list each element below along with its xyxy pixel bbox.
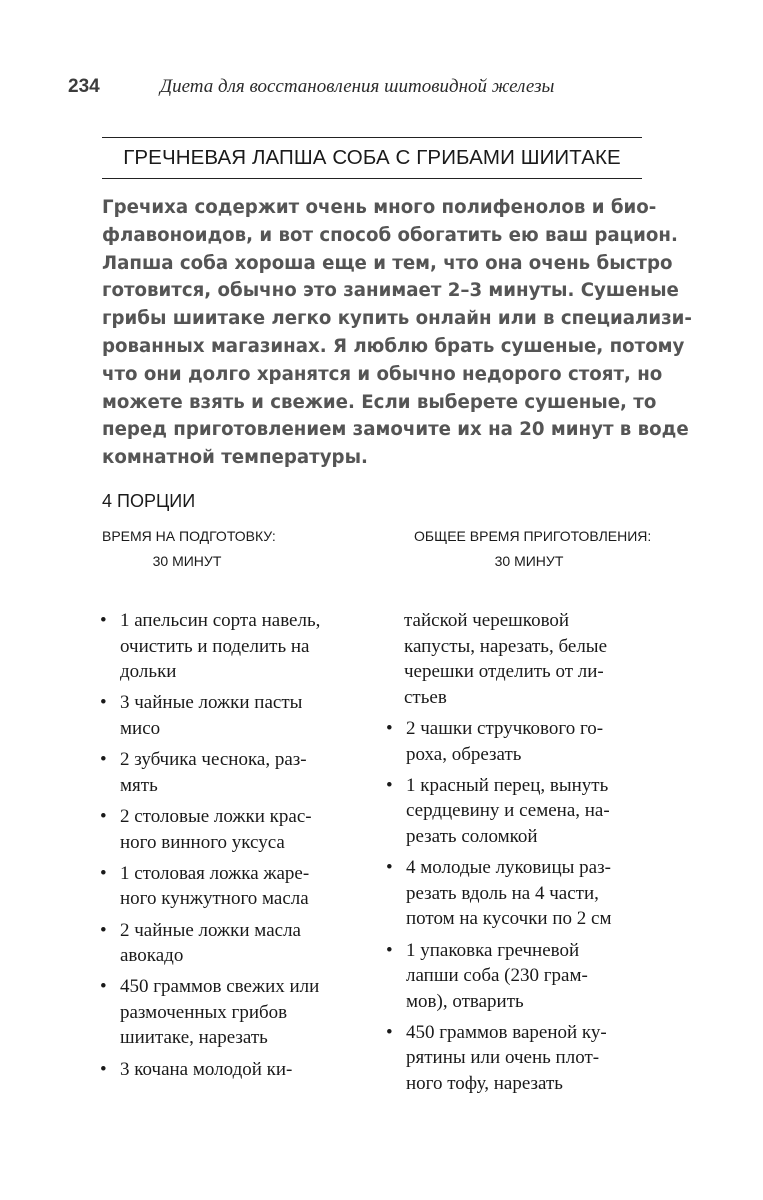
intro-line: комнатной температуры. xyxy=(102,447,368,469)
prep-time-label: ВРЕМЯ НА ПОДГОТОВКУ: xyxy=(102,528,276,544)
total-time-label: ОБЩЕЕ ВРЕМЯ ПРИГОТОВЛЕНИЯ: xyxy=(414,528,652,544)
bullet-icon: • xyxy=(100,862,107,884)
ingredient-line: 1 апельсин сорта навель, xyxy=(120,610,321,631)
page-header xyxy=(68,74,648,108)
total-time xyxy=(414,528,652,569)
ingredient-line: тайской черешковой xyxy=(404,610,570,631)
intro-line: перед приготовлением замочите их на 20 минут в воде xyxy=(102,419,689,441)
ingredient-line: 2 чайные ложки масла xyxy=(120,919,301,941)
total-time-value: 30 МИНУТ xyxy=(494,553,564,569)
bullet-icon: • xyxy=(386,1021,393,1043)
ingredient-line: стьев xyxy=(404,686,447,708)
ingredient-item xyxy=(100,690,360,741)
intro-line: Лапша соба хороша еще и тем, что она очень быстро xyxy=(102,252,673,274)
recipe-title-block xyxy=(102,137,642,179)
ingredient-line: мов), отварить xyxy=(406,990,524,1012)
ingredient-line: 450 граммов свежих или xyxy=(120,976,320,998)
ingredient-line: резать вдоль на 4 части, xyxy=(406,882,599,904)
bullet-icon: • xyxy=(100,976,107,998)
bullet-icon: • xyxy=(100,610,107,631)
bullet-icon: • xyxy=(386,939,393,961)
ingredient-line: 3 кочана молодой ки- xyxy=(120,1058,293,1080)
ingredient-line: 450 граммов вареной ку- xyxy=(406,1021,607,1043)
ingredient-line: шиитаке, нарезать xyxy=(120,1027,268,1049)
ingredient-line: роха, обрезать xyxy=(406,743,522,765)
ingredient-item xyxy=(100,804,360,855)
intro-line: Гречиха содержит очень много полифенолов и био- xyxy=(102,197,657,218)
ingredients-right-column xyxy=(386,608,656,1102)
ingredient-item xyxy=(100,747,360,798)
ingredient-line: резать соломкой xyxy=(406,825,538,847)
ingredient-line: рятины или очень плот- xyxy=(406,1047,600,1069)
ingredient-line: очистить и поделить на xyxy=(120,635,310,657)
intro-line: готовится, обычно это занимает 2–3 минуты. Сушеные xyxy=(102,280,679,302)
ingredient-line: 1 красный перец, вынуть xyxy=(406,774,609,796)
ingredient-item xyxy=(100,1057,360,1083)
ingredient-line: 1 упаковка гречневой xyxy=(406,939,580,961)
intro-line: что они долго хранятся и обычно недорого стоят, но xyxy=(102,363,663,385)
ingredient-line: авокадо xyxy=(120,945,184,967)
running-title: Диета для восстановления шитовидной железы xyxy=(160,76,555,97)
ingredient-line: 4 молодые луковицы раз- xyxy=(406,857,611,879)
bullet-icon: • xyxy=(386,717,393,739)
ingredient-line: ного кунжутного масла xyxy=(120,888,309,910)
ingredient-line: потом на кусочки по 2 см xyxy=(406,908,612,930)
bullet-icon: • xyxy=(100,919,107,941)
ingredient-line: ного тофу, нарезать xyxy=(406,1073,563,1095)
ingredient-line: ного винного уксуса xyxy=(120,831,285,853)
ingredient-item xyxy=(386,938,656,1015)
ingredient-line: размоченных грибов xyxy=(120,1001,288,1023)
intro-line: рованных магазинах. Я люблю брать сушеные, потому xyxy=(102,335,685,357)
intro-line: грибы шиитаке легко купить онлайн или в специализи- xyxy=(102,308,692,330)
bullet-icon: • xyxy=(386,774,393,796)
intro-line: флавоноидов, и вот способ обогатить ею ваш рацион. xyxy=(102,224,678,246)
ingredient-continuation xyxy=(386,608,656,710)
ingredients-left-column xyxy=(100,608,360,1088)
bullet-icon: • xyxy=(100,1058,107,1080)
ingredient-line: черешки отделить от ли- xyxy=(404,661,604,683)
ingredient-line: мисо xyxy=(120,717,161,739)
ingredient-item xyxy=(386,855,656,932)
ingredient-line: мять xyxy=(120,774,158,796)
ingredient-item xyxy=(100,608,360,685)
recipe-intro xyxy=(102,194,692,472)
page-number: 234 xyxy=(68,76,100,97)
bullet-icon: • xyxy=(100,692,107,714)
ingredient-item xyxy=(100,861,360,912)
ingredient-item xyxy=(100,974,360,1051)
ingredient-line: 3 чайные ложки пасты xyxy=(120,692,303,714)
ingredient-item xyxy=(386,1020,656,1097)
ingredient-line: 2 зубчика чеснока, раз- xyxy=(120,749,307,771)
intro-line: можете взять и свежие. Если выберете сушеные, то xyxy=(102,391,657,413)
ingredient-item xyxy=(386,716,656,767)
bullet-icon: • xyxy=(100,805,107,827)
prep-time xyxy=(102,528,276,569)
bullet-icon: • xyxy=(100,749,107,771)
ingredient-item xyxy=(100,918,360,969)
recipe-title: ГРЕЧНЕВАЯ ЛАПША СОБА С ГРИБАМИ ШИИТАКЕ xyxy=(123,146,621,169)
ingredient-item xyxy=(386,773,656,850)
ingredient-line: 2 чашки стручкового го- xyxy=(406,717,604,739)
ingredient-line: 2 столовые ложки крас- xyxy=(120,805,312,827)
ingredient-line: капусты, нарезать, белые xyxy=(404,635,608,657)
bullet-icon: • xyxy=(386,857,393,879)
ingredient-line: лапши соба (230 грам- xyxy=(406,965,588,987)
servings: 4 ПОРЦИИ xyxy=(102,491,196,511)
prep-time-value: 30 МИНУТ xyxy=(152,553,222,569)
ingredient-line: дольки xyxy=(120,661,177,683)
ingredient-line: сердцевину и семена, на- xyxy=(406,800,610,822)
ingredient-line: 1 столовая ложка жаре- xyxy=(120,862,310,884)
